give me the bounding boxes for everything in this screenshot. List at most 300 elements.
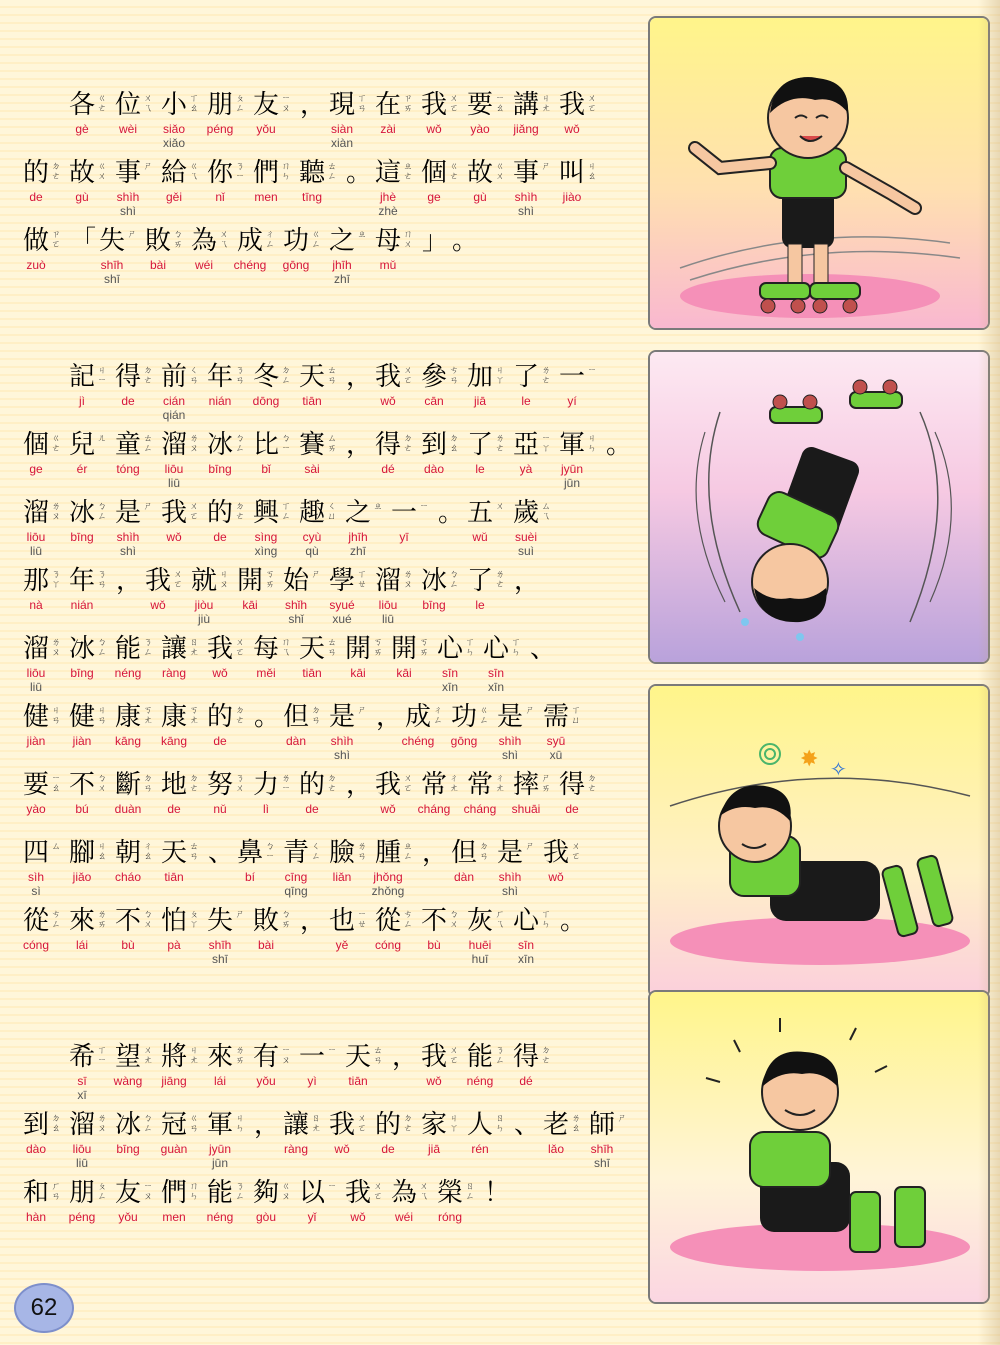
character bbox=[420, 1040, 466, 1102]
hanzi: 我 bbox=[420, 90, 447, 120]
zhuyin: ㄨ ㄟ bbox=[143, 94, 153, 114]
punctuation bbox=[420, 224, 450, 286]
hanzi: 我 bbox=[558, 90, 585, 120]
text-line bbox=[22, 768, 632, 836]
character bbox=[114, 904, 160, 966]
zhuyin: ㄏ ㄟ bbox=[495, 910, 505, 930]
character bbox=[512, 768, 558, 830]
zhuyin: ㄎ ㄤ bbox=[189, 706, 199, 726]
hanzi: 個 bbox=[420, 158, 447, 188]
zhuyin: ㄙ ㄟ bbox=[541, 502, 551, 522]
zhuyin: ㄍ ㄜ bbox=[449, 162, 459, 182]
character bbox=[206, 1108, 252, 1170]
pinyin-tongyong: yǒu bbox=[256, 1074, 276, 1088]
character bbox=[68, 88, 114, 150]
pinyin-tongyong: de bbox=[121, 394, 135, 408]
hanzi: 現 bbox=[328, 90, 355, 120]
hanzi: 了 bbox=[466, 430, 493, 460]
hanzi: 健 bbox=[22, 702, 49, 732]
pinyin-tongyong: shìh bbox=[514, 190, 538, 204]
pinyin-tongyong: gěi bbox=[165, 190, 182, 204]
pinyin-tongyong: guàn bbox=[160, 1142, 188, 1156]
pinyin-tongyong: liōu bbox=[164, 462, 184, 476]
pinyin-hanyu: jūn bbox=[563, 476, 580, 490]
hanzi: 小 bbox=[160, 90, 187, 120]
pinyin-tongyong: yě bbox=[335, 938, 349, 952]
character bbox=[390, 496, 436, 558]
hanzi: 學 bbox=[328, 566, 355, 596]
pinyin-tongyong: nǔ bbox=[213, 802, 227, 816]
character bbox=[22, 904, 68, 966]
hanzi: 成 bbox=[404, 702, 431, 732]
pinyin-tongyong: cián bbox=[162, 394, 185, 408]
hanzi: 腳 bbox=[68, 838, 95, 868]
punctuation bbox=[298, 904, 328, 966]
zhuyin: ㄕ ㄞ bbox=[541, 774, 551, 794]
zhuyin: ㄨ ㄛ bbox=[403, 366, 413, 386]
hanzi: 腫 bbox=[374, 838, 401, 868]
hanzi: 加 bbox=[466, 362, 493, 392]
hanzi: 朋 bbox=[206, 90, 233, 120]
zhuyin: ㄅ ㄞ bbox=[281, 910, 291, 930]
zhuyin: ㄉ ㄠ bbox=[449, 434, 459, 454]
hanzi: ， bbox=[345, 430, 372, 460]
pinyin-tongyong: wǒ bbox=[564, 122, 580, 136]
zhuyin: ㄊ ㄢ bbox=[373, 1046, 383, 1066]
text-line bbox=[22, 904, 632, 972]
character bbox=[68, 1108, 114, 1170]
punctuation bbox=[344, 428, 374, 490]
pinyin-tongyong: néng bbox=[114, 666, 142, 680]
character bbox=[512, 904, 558, 966]
pinyin-hanyu: shì bbox=[501, 748, 518, 762]
punctuation bbox=[206, 836, 236, 898]
zhuyin: ㄙ bbox=[51, 842, 61, 852]
hanzi: 我 bbox=[374, 362, 401, 392]
zhuyin: ㄧ bbox=[327, 1182, 337, 1192]
pinyin-tongyong: jiǎng bbox=[513, 122, 539, 136]
zhuyin: ㄒ ㄢ bbox=[357, 94, 367, 114]
text-line bbox=[22, 88, 632, 156]
hanzi: 希 bbox=[68, 1042, 95, 1072]
text-line bbox=[22, 564, 632, 632]
character bbox=[466, 360, 512, 422]
punctuation bbox=[114, 564, 144, 626]
character bbox=[496, 836, 542, 898]
character bbox=[512, 156, 558, 218]
hanzi: 天 bbox=[344, 1042, 371, 1072]
pinyin-hanyu: liū bbox=[75, 1156, 88, 1170]
zhuyin: ㄌ ㄜ bbox=[495, 434, 505, 454]
pinyin-tongyong: jyūn bbox=[560, 462, 583, 476]
pinyin-tongyong: nà bbox=[29, 598, 43, 612]
text-line bbox=[22, 836, 632, 904]
zhuyin: ㄉ ㄜ bbox=[403, 434, 413, 454]
pinyin-tongyong: lǎo bbox=[547, 1142, 564, 1156]
zhuyin: ㄨ ㄛ bbox=[571, 842, 581, 862]
zhuyin: ㄌ ㄡ bbox=[51, 638, 61, 658]
character bbox=[22, 768, 68, 830]
character bbox=[420, 564, 466, 626]
hanzi: 康 bbox=[114, 702, 141, 732]
pinyin-hanyu: zhī bbox=[333, 272, 350, 286]
pinyin-hanyu: zhī bbox=[349, 544, 366, 558]
pinyin-tongyong: dào bbox=[25, 1142, 47, 1156]
paragraph-gap bbox=[22, 972, 632, 1040]
hanzi: 摔 bbox=[512, 770, 539, 800]
hanzi: 一 bbox=[298, 1042, 325, 1072]
hanzi: 我 bbox=[420, 1042, 447, 1072]
zhuyin: ㄅ ㄧ bbox=[265, 842, 275, 862]
pinyin-tongyong: jì bbox=[79, 394, 85, 408]
pinyin-tongyong: tiān bbox=[164, 870, 184, 884]
hanzi: 我 bbox=[328, 1110, 355, 1140]
character bbox=[252, 1040, 298, 1102]
hanzi: 冰 bbox=[68, 498, 95, 528]
pinyin-tongyong: kāi bbox=[242, 598, 258, 612]
pinyin-hanyu: zhǒng bbox=[371, 884, 405, 898]
text-line bbox=[22, 496, 632, 564]
text-line bbox=[22, 428, 632, 496]
hanzi: 我 bbox=[542, 838, 569, 868]
hanzi: 功 bbox=[282, 226, 309, 256]
character bbox=[298, 768, 344, 830]
hanzi: 得 bbox=[114, 362, 141, 392]
hanzi: 」 bbox=[421, 226, 448, 256]
zhuyin: ㄐ ㄢ bbox=[51, 706, 61, 726]
zhuyin: ㄅ ㄥ bbox=[449, 570, 459, 590]
hanzi: 各 bbox=[68, 90, 95, 120]
hanzi: 給 bbox=[160, 158, 187, 188]
zhuyin: ㄌ ㄧ bbox=[281, 774, 291, 794]
character bbox=[374, 428, 420, 490]
zhuyin: ㄐ ㄣ bbox=[587, 434, 597, 454]
pinyin-tongyong: cān bbox=[424, 394, 444, 408]
zhuyin: ㄎ ㄤ bbox=[143, 706, 153, 726]
pinyin-tongyong: bǐ bbox=[261, 462, 271, 476]
hanzi: 夠 bbox=[252, 1178, 279, 1208]
zhuyin: ㄍ ㄨ bbox=[495, 162, 505, 182]
pinyin-tongyong: liōu bbox=[26, 666, 46, 680]
zhuyin: ㄒ ㄥ bbox=[281, 502, 291, 522]
pinyin-tongyong: nián bbox=[70, 598, 94, 612]
pinyin-tongyong: le bbox=[475, 462, 485, 476]
zhuyin: ㄨ ㄛ bbox=[173, 570, 183, 590]
zhuyin: ㄐ ㄤ bbox=[189, 1046, 199, 1066]
zhuyin: ㄅ ㄥ bbox=[143, 1114, 153, 1134]
character bbox=[466, 1040, 512, 1102]
hanzi: 比 bbox=[252, 430, 279, 460]
character bbox=[588, 1108, 634, 1170]
pinyin-tongyong: dào bbox=[423, 462, 445, 476]
zhuyin: ㄉ ㄠ bbox=[51, 1114, 61, 1134]
pinyin-tongyong: róng bbox=[437, 1210, 463, 1224]
pinyin-tongyong: bù bbox=[121, 938, 135, 952]
pinyin-hanyu: shī bbox=[211, 952, 228, 966]
hanzi: 溜 bbox=[22, 498, 49, 528]
hanzi: 是 bbox=[114, 498, 141, 528]
hanzi: 的 bbox=[206, 498, 233, 528]
hanzi: 故 bbox=[466, 158, 493, 188]
zhuyin: ㄨ ㄛ bbox=[189, 502, 199, 522]
character bbox=[206, 428, 252, 490]
character bbox=[114, 768, 160, 830]
pinyin-tongyong: ràng bbox=[283, 1142, 309, 1156]
zhuyin: ㄊ ㄥ bbox=[143, 434, 153, 454]
pinyin-tongyong: gōng bbox=[282, 258, 310, 272]
character bbox=[466, 1108, 512, 1170]
pinyin-tongyong: bài bbox=[257, 938, 274, 952]
hanzi: 得 bbox=[374, 430, 401, 460]
hanzi: 我 bbox=[344, 1178, 371, 1208]
pinyin-tongyong: sīn bbox=[441, 666, 458, 680]
hanzi: ， bbox=[375, 702, 402, 732]
zhuyin: ㄇ ㄣ bbox=[281, 162, 291, 182]
zhuyin: ㄧ ㄡ bbox=[281, 94, 291, 114]
pinyin-tongyong: de bbox=[305, 802, 319, 816]
zhuyin: ㄖ ㄣ bbox=[495, 1114, 505, 1134]
text-line bbox=[22, 1176, 632, 1244]
zhuyin: ㄨ ㄛ bbox=[373, 1182, 383, 1202]
pinyin-tongyong: le bbox=[521, 394, 531, 408]
pinyin-tongyong: cóng bbox=[22, 938, 50, 952]
hanzi: 你 bbox=[206, 158, 233, 188]
zhuyin: ㄌ ㄞ bbox=[97, 910, 107, 930]
character bbox=[282, 1108, 328, 1170]
pinyin-tongyong: nián bbox=[208, 394, 232, 408]
pinyin-hanyu: xī bbox=[77, 1088, 87, 1102]
punctuation bbox=[374, 700, 404, 762]
pinyin-tongyong: de bbox=[381, 1142, 395, 1156]
zhuyin: ㄋ ㄢ bbox=[97, 570, 107, 590]
zhuyin: ㄨ ㄛ bbox=[235, 638, 245, 658]
pinyin-hanyu: qián bbox=[162, 408, 186, 422]
pinyin-hanyu: jūn bbox=[211, 1156, 228, 1170]
hanzi: 兒 bbox=[68, 430, 95, 460]
character bbox=[206, 904, 252, 966]
hanzi: 記 bbox=[68, 362, 95, 392]
pinyin-tongyong: bīng bbox=[422, 598, 446, 612]
hanzi: 溜 bbox=[160, 430, 187, 460]
hanzi: 不 bbox=[68, 770, 95, 800]
hanzi: 從 bbox=[22, 906, 49, 936]
zhuyin: ㄉ ㄜ bbox=[143, 366, 153, 386]
zhuyin: ㄐ ㄧ bbox=[97, 366, 107, 386]
pinyin-tongyong: jhīh bbox=[348, 530, 368, 544]
punctuation bbox=[252, 700, 282, 762]
hanzi: 這 bbox=[374, 158, 401, 188]
zhuyin: ㄋ ㄨ bbox=[235, 774, 245, 794]
hanzi: 努 bbox=[206, 770, 233, 800]
pinyin-tongyong: shìh bbox=[498, 870, 522, 884]
character bbox=[22, 564, 68, 626]
pinyin-tongyong: cháo bbox=[114, 870, 142, 884]
pinyin-tongyong: sīn bbox=[517, 938, 534, 952]
hanzi: 母 bbox=[374, 226, 401, 256]
zhuyin: ㄇ ㄣ bbox=[189, 1182, 199, 1202]
pinyin-tongyong: de bbox=[213, 734, 227, 748]
hanzi: 讓 bbox=[282, 1110, 309, 1140]
character bbox=[114, 700, 160, 762]
character bbox=[420, 1108, 466, 1170]
zhuyin: ㄧ ㄝ bbox=[357, 910, 367, 930]
zhuyin: ㄐ ㄡ bbox=[219, 570, 229, 590]
zhuyin: ㄧ ㄡ bbox=[143, 1182, 153, 1202]
text-line bbox=[22, 156, 632, 224]
pinyin-tongyong: le bbox=[475, 598, 485, 612]
pinyin-tongyong: liǎn bbox=[332, 870, 352, 884]
pinyin-tongyong: cháng bbox=[463, 802, 497, 816]
zhuyin: ㄖ ㄤ bbox=[311, 1114, 321, 1134]
character bbox=[558, 360, 604, 422]
zhuyin: ㄆ ㄥ bbox=[235, 94, 245, 114]
character bbox=[160, 632, 206, 694]
hanzi: 年 bbox=[68, 566, 95, 596]
pinyin-tongyong: zài bbox=[380, 122, 396, 136]
hanzi: 每 bbox=[252, 634, 279, 664]
punctuation bbox=[482, 1176, 512, 1238]
pinyin-tongyong: sī bbox=[77, 1074, 87, 1088]
punctuation bbox=[390, 1040, 420, 1102]
pinyin-tongyong: cīng bbox=[284, 870, 308, 884]
zhuyin: ㄉ ㄜ bbox=[403, 1114, 413, 1134]
pinyin-tongyong: yí bbox=[567, 394, 577, 408]
pinyin-tongyong: lái bbox=[213, 1074, 226, 1088]
hanzi: 得 bbox=[558, 770, 585, 800]
pinyin-tongyong: dé bbox=[519, 1074, 533, 1088]
character bbox=[328, 1108, 374, 1170]
hanzi: 聽 bbox=[298, 158, 325, 188]
zhuyin: ㄉ ㄜ bbox=[541, 1046, 551, 1066]
zhuyin: ㄅ ㄥ bbox=[97, 638, 107, 658]
character bbox=[252, 632, 298, 694]
pinyin-tongyong: jiāng bbox=[161, 1074, 187, 1088]
hanzi: 不 bbox=[114, 906, 141, 936]
hanzi: 。 bbox=[451, 226, 478, 256]
hanzi: 「 bbox=[69, 226, 96, 256]
hanzi: 溜 bbox=[22, 634, 49, 664]
pinyin-tongyong: shǐh bbox=[284, 598, 307, 612]
hanzi: 。 bbox=[605, 430, 632, 460]
hanzi: 、 bbox=[207, 838, 234, 868]
hanzi: 鼻 bbox=[236, 838, 263, 868]
story-text bbox=[22, 88, 632, 1244]
pinyin-tongyong: ràng bbox=[161, 666, 187, 680]
hanzi: 天 bbox=[298, 634, 325, 664]
character bbox=[374, 360, 420, 422]
pinyin-hanyu: liū bbox=[29, 544, 42, 558]
pinyin-tongyong: kāng bbox=[114, 734, 142, 748]
zhuyin: ㄎ ㄞ bbox=[419, 638, 429, 658]
hanzi: 事 bbox=[114, 158, 141, 188]
character bbox=[374, 88, 420, 150]
punctuation bbox=[512, 564, 542, 626]
character bbox=[206, 1176, 252, 1238]
pinyin-hanyu: liū bbox=[29, 680, 42, 694]
character bbox=[374, 1108, 420, 1170]
character bbox=[374, 224, 420, 286]
hanzi: 能 bbox=[466, 1042, 493, 1072]
hanzi: 事 bbox=[512, 158, 539, 188]
character bbox=[68, 428, 114, 490]
hanzi: 我 bbox=[374, 770, 401, 800]
pinyin-tongyong: wàng bbox=[113, 1074, 143, 1088]
character bbox=[114, 496, 160, 558]
character bbox=[22, 156, 68, 218]
pinyin-tongyong: yào bbox=[26, 802, 46, 816]
pinyin-hanyu: shǐ bbox=[288, 612, 304, 626]
character bbox=[482, 632, 528, 694]
character bbox=[160, 88, 206, 150]
text-line bbox=[22, 632, 632, 700]
zhuyin: ㄨ ㄛ bbox=[587, 94, 597, 114]
hanzi: 來 bbox=[206, 1042, 233, 1072]
zhuyin: ㄉ ㄜ bbox=[235, 706, 245, 726]
pinyin-tongyong: sài bbox=[304, 462, 320, 476]
pinyin-tongyong: wǔ bbox=[472, 530, 488, 544]
pinyin-tongyong: syué bbox=[329, 598, 355, 612]
pinyin-tongyong: yào bbox=[470, 122, 490, 136]
pinyin-tongyong: pà bbox=[167, 938, 181, 952]
pinyin-tongyong: yǒu bbox=[256, 122, 276, 136]
zhuyin: ㄋ ㄥ bbox=[235, 1182, 245, 1202]
hanzi: 位 bbox=[114, 90, 141, 120]
pinyin-tongyong: wéi bbox=[194, 258, 213, 272]
character bbox=[190, 564, 236, 626]
character bbox=[206, 1040, 252, 1102]
character bbox=[252, 904, 298, 966]
pinyin-tongyong: tiān bbox=[348, 1074, 368, 1088]
zhuyin: ㄧ ㄡ bbox=[281, 1046, 291, 1066]
pinyin-tongyong: cyù bbox=[302, 530, 322, 544]
pinyin-hanyu: huī bbox=[471, 952, 489, 966]
hanzi: 望 bbox=[114, 1042, 141, 1072]
pinyin-tongyong: gù bbox=[473, 190, 487, 204]
pinyin-tongyong: yǒu bbox=[118, 1210, 138, 1224]
hanzi: 敗 bbox=[144, 226, 171, 256]
zhuyin: ㄉ ㄢ bbox=[143, 774, 153, 794]
hanzi: 軍 bbox=[558, 430, 585, 460]
punctuation bbox=[344, 360, 374, 422]
zhuyin: ㄍ ㄥ bbox=[311, 230, 321, 250]
character bbox=[344, 1176, 390, 1238]
zhuyin: ㄕ bbox=[525, 706, 535, 716]
character bbox=[558, 428, 604, 490]
character bbox=[417, 768, 466, 830]
pinyin-hanyu: qù bbox=[305, 544, 319, 558]
character bbox=[512, 360, 558, 422]
hanzi: ， bbox=[115, 566, 142, 596]
hanzi: 也 bbox=[328, 906, 355, 936]
zhuyin: ㄨ ㄟ bbox=[419, 1182, 429, 1202]
pinyin-tongyong: cóng bbox=[374, 938, 402, 952]
hanzi: 敗 bbox=[252, 906, 279, 936]
zhuyin: ㄒ ㄝ bbox=[357, 570, 367, 590]
zhuyin: ㄐ ㄣ bbox=[235, 1114, 245, 1134]
zhuyin: ㄍ ㄢ bbox=[189, 1114, 199, 1134]
pinyin-tongyong: bí bbox=[244, 870, 255, 884]
hanzi: 是 bbox=[496, 702, 523, 732]
zhuyin: ㄅ ㄨ bbox=[449, 910, 459, 930]
zhuyin: ㄘ ㄢ bbox=[449, 366, 459, 386]
pinyin-tongyong: wǒ bbox=[150, 598, 166, 612]
pinyin-tongyong: jiā bbox=[473, 394, 486, 408]
illustration-panel-3 bbox=[648, 684, 990, 998]
hanzi: 冰 bbox=[420, 566, 447, 596]
zhuyin: ㄅ ㄥ bbox=[97, 502, 107, 522]
pinyin-tongyong: liōu bbox=[72, 1142, 92, 1156]
zhuyin: ㄒ ㄧ bbox=[97, 1046, 107, 1066]
